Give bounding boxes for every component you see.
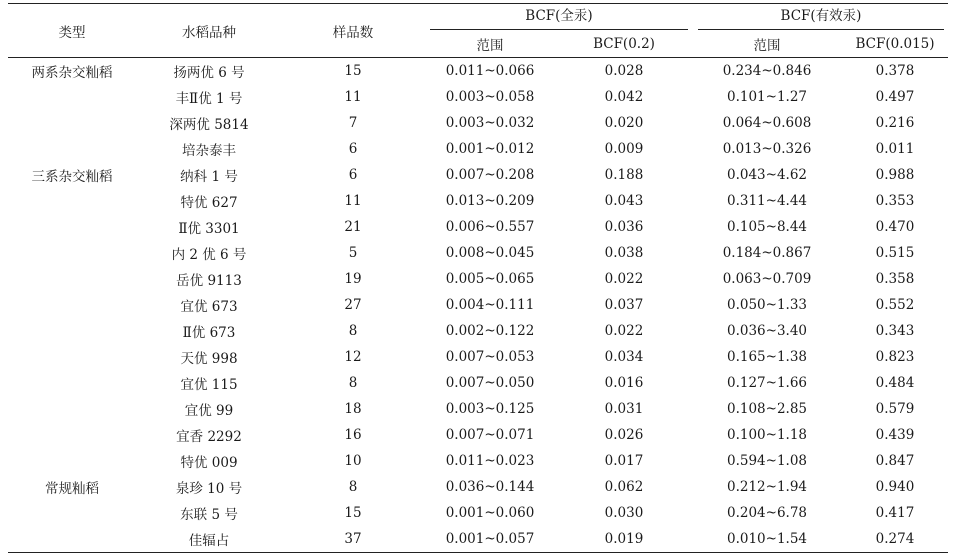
cell-variety: 岳优 9113 [176, 273, 242, 289]
cell-total-hg-bcf: 0.026 [604, 427, 644, 443]
cell-available-hg-range: 0.105~8.44 [726, 219, 808, 235]
cell-available-hg-range: 0.013~0.326 [722, 141, 812, 157]
cell-variety: Ⅱ优 673 [182, 325, 236, 341]
cell-total-hg-range: 0.013~0.209 [445, 193, 535, 209]
cell-sample-count: 21 [344, 219, 362, 235]
header-available-hg: BCF(有效汞) [698, 4, 944, 30]
cell-total-hg-range: 0.003~0.125 [445, 401, 535, 417]
cell-total-hg-range: 0.011~0.023 [445, 453, 535, 469]
cell-variety: 丰Ⅱ优 1 号 [175, 91, 243, 107]
cell-sample-count: 18 [344, 401, 362, 417]
cell-variety: 特优 009 [180, 455, 238, 471]
bcf-table [8, 3, 948, 553]
cell-type [8, 318, 136, 344]
header-variety: 水稻品种 [136, 4, 282, 58]
cell-available-hg-bcf: 0.484 [875, 375, 915, 391]
cell-available-hg-range: 0.212~1.94 [726, 479, 808, 495]
table-header [8, 4, 948, 58]
cell-available-hg-bcf: 0.216 [875, 115, 915, 131]
cell-available-hg-range: 0.165~1.38 [726, 349, 808, 365]
header-type: 类型 [8, 4, 136, 58]
cell-available-hg-bcf: 0.497 [875, 89, 915, 105]
cell-sample-count: 5 [348, 245, 358, 261]
cell-variety: 特优 627 [180, 195, 238, 211]
cell-total-hg-range: 0.002~0.122 [445, 323, 535, 339]
cell-total-hg-bcf: 0.036 [604, 219, 644, 235]
cell-total-hg-range: 0.007~0.050 [445, 375, 535, 391]
cell-available-hg-bcf: 0.343 [875, 323, 915, 339]
cell-sample-count: 8 [348, 323, 358, 339]
header-total-hg: BCF(全汞) [430, 4, 688, 30]
cell-sample-count: 12 [344, 349, 362, 365]
cell-variety: 天优 998 [180, 351, 238, 367]
cell-type [8, 136, 136, 162]
cell-variety: 培杂泰丰 [182, 143, 236, 159]
cell-variety: Ⅱ优 3301 [178, 221, 240, 237]
table-row [8, 500, 948, 526]
cell-variety: 深两优 5814 [169, 117, 249, 133]
cell-type [8, 84, 136, 110]
cell-total-hg-bcf: 0.017 [604, 453, 644, 469]
cell-type [8, 370, 136, 396]
cell-variety: 泉珍 10 号 [175, 481, 243, 497]
cell-total-hg-range: 0.007~0.053 [445, 349, 535, 365]
cell-total-hg-range: 0.007~0.208 [445, 167, 535, 183]
cell-sample-count: 27 [344, 297, 362, 313]
cell-type: 三系杂交籼稻 [31, 169, 113, 185]
cell-total-hg-range: 0.006~0.557 [445, 219, 535, 235]
cell-type: 两系杂交籼稻 [31, 65, 113, 81]
cell-total-hg-range: 0.004~0.111 [445, 297, 535, 313]
cell-total-hg-range: 0.001~0.060 [445, 505, 535, 521]
cell-sample-count: 6 [348, 141, 358, 157]
cell-available-hg-bcf: 0.988 [875, 167, 915, 183]
cell-total-hg-range: 0.003~0.032 [445, 115, 535, 131]
header-bcf-02: BCF(0.2) [556, 30, 692, 58]
cell-type [8, 214, 136, 240]
cell-total-hg-bcf: 0.019 [556, 526, 692, 553]
cell-total-hg-bcf: 0.030 [604, 505, 644, 521]
header-available-hg-group [692, 4, 948, 31]
cell-available-hg-bcf: 0.274 [842, 526, 948, 553]
cell-sample-count: 7 [348, 115, 358, 131]
cell-total-hg-bcf: 0.009 [604, 141, 644, 157]
cell-available-hg-bcf: 0.579 [875, 401, 915, 417]
cell-variety: 内 2 优 6 号 [171, 247, 247, 263]
cell-sample-count: 37 [282, 526, 424, 553]
cell-variety: 宜优 115 [180, 377, 238, 393]
cell-variety: 宜优 99 [184, 403, 234, 419]
cell-type [8, 448, 136, 474]
cell-type [8, 526, 136, 553]
cell-sample-count: 8 [348, 375, 358, 391]
cell-total-hg-bcf: 0.043 [604, 193, 644, 209]
cell-available-hg-range: 0.234~0.846 [722, 63, 812, 79]
cell-sample-count: 15 [344, 63, 362, 79]
cell-sample-count: 16 [344, 427, 362, 443]
cell-variety: 纳科 1 号 [180, 169, 238, 185]
cell-sample-count: 11 [344, 89, 362, 105]
cell-total-hg-range: 0.007~0.071 [445, 427, 535, 443]
header-range-available: 范围 [692, 30, 842, 58]
cell-total-hg-bcf: 0.031 [604, 401, 644, 417]
cell-available-hg-range: 0.064~0.608 [722, 115, 812, 131]
cell-available-hg-bcf: 0.470 [875, 219, 915, 235]
cell-type [8, 110, 136, 136]
cell-available-hg-bcf: 0.823 [875, 349, 915, 365]
cell-available-hg-range: 0.204~6.78 [726, 505, 808, 521]
cell-type [8, 500, 136, 526]
cell-total-hg-bcf: 0.062 [604, 479, 644, 495]
cell-available-hg-bcf: 0.552 [875, 297, 915, 313]
cell-total-hg-bcf: 0.020 [604, 115, 644, 131]
cell-available-hg-range: 0.108~2.85 [726, 401, 808, 417]
cell-total-hg-bcf: 0.037 [604, 297, 644, 313]
cell-sample-count: 19 [344, 271, 362, 287]
table-row [8, 448, 948, 474]
cell-total-hg-range: 0.036~0.144 [445, 479, 535, 495]
cell-available-hg-bcf: 0.515 [875, 245, 915, 261]
cell-total-hg-range: 0.003~0.058 [445, 89, 535, 105]
cell-type [8, 344, 136, 370]
table-row [8, 136, 948, 162]
cell-available-hg-range: 0.043~4.62 [726, 167, 808, 183]
cell-available-hg-bcf: 0.847 [875, 453, 915, 469]
cell-available-hg-range: 0.127~1.66 [726, 375, 808, 391]
cell-available-hg-range: 0.184~0.867 [722, 245, 812, 261]
cell-total-hg-range: 0.001~0.057 [424, 526, 556, 553]
cell-type [8, 422, 136, 448]
cell-total-hg-bcf: 0.042 [604, 89, 644, 105]
table-row [8, 474, 948, 500]
cell-total-hg-range: 0.011~0.066 [445, 63, 535, 79]
table-row [8, 396, 948, 422]
cell-total-hg-bcf: 0.022 [604, 323, 644, 339]
table-row [8, 266, 948, 292]
cell-available-hg-range: 0.036~3.40 [726, 323, 808, 339]
table-row [8, 162, 948, 188]
table-row [8, 526, 948, 553]
cell-type [8, 188, 136, 214]
table-row [8, 318, 948, 344]
table-row [8, 214, 948, 240]
table-row [8, 370, 948, 396]
cell-total-hg-bcf: 0.034 [604, 349, 644, 365]
cell-sample-count: 11 [344, 193, 362, 209]
cell-total-hg-bcf: 0.188 [604, 167, 644, 183]
cell-total-hg-bcf: 0.022 [604, 271, 644, 287]
cell-available-hg-bcf: 0.439 [875, 427, 915, 443]
header-total-hg-group [424, 4, 692, 31]
cell-sample-count: 6 [348, 167, 358, 183]
table-row [8, 344, 948, 370]
table-row [8, 188, 948, 214]
table-body [8, 58, 948, 553]
cell-available-hg-range: 0.050~1.33 [726, 297, 808, 313]
cell-available-hg-bcf: 0.011 [875, 141, 915, 157]
cell-total-hg-range: 0.001~0.012 [445, 141, 535, 157]
cell-available-hg-range: 0.010~1.54 [692, 526, 842, 553]
cell-total-hg-bcf: 0.016 [604, 375, 644, 391]
cell-type [8, 240, 136, 266]
table-row [8, 240, 948, 266]
cell-available-hg-range: 0.063~0.709 [722, 271, 812, 287]
cell-total-hg-bcf: 0.038 [604, 245, 644, 261]
cell-available-hg-bcf: 0.358 [875, 271, 915, 287]
cell-total-hg-bcf: 0.028 [604, 63, 644, 79]
cell-available-hg-range: 0.101~1.27 [726, 89, 808, 105]
cell-variety: 佳辐占 [136, 526, 282, 553]
cell-available-hg-bcf: 0.353 [875, 193, 915, 209]
cell-sample-count: 8 [348, 479, 358, 495]
cell-variety: 宜香 2292 [176, 429, 242, 445]
table-row [8, 292, 948, 318]
cell-available-hg-range: 0.594~1.08 [726, 453, 808, 469]
table-row [8, 58, 948, 85]
cell-available-hg-range: 0.100~1.18 [726, 427, 808, 443]
cell-total-hg-range: 0.008~0.045 [445, 245, 535, 261]
cell-variety: 扬两优 6 号 [173, 65, 245, 81]
table-row [8, 84, 948, 110]
header-range-total: 范围 [424, 30, 556, 58]
cell-variety: 东联 5 号 [180, 507, 238, 523]
cell-type [8, 292, 136, 318]
cell-type: 常规籼稻 [45, 481, 99, 497]
cell-total-hg-range: 0.005~0.065 [445, 271, 535, 287]
cell-sample-count: 15 [344, 505, 362, 521]
cell-available-hg-bcf: 0.378 [875, 63, 915, 79]
cell-available-hg-range: 0.311~4.44 [726, 193, 808, 209]
header-samples: 样品数 [282, 4, 424, 58]
cell-available-hg-bcf: 0.417 [875, 505, 915, 521]
table-row [8, 110, 948, 136]
table-row [8, 422, 948, 448]
cell-available-hg-bcf: 0.940 [875, 479, 915, 495]
cell-sample-count: 10 [344, 453, 362, 469]
header-bcf-0015: BCF(0.015) [842, 30, 948, 58]
cell-variety: 宜优 673 [180, 299, 238, 315]
cell-type [8, 396, 136, 422]
cell-type [8, 266, 136, 292]
